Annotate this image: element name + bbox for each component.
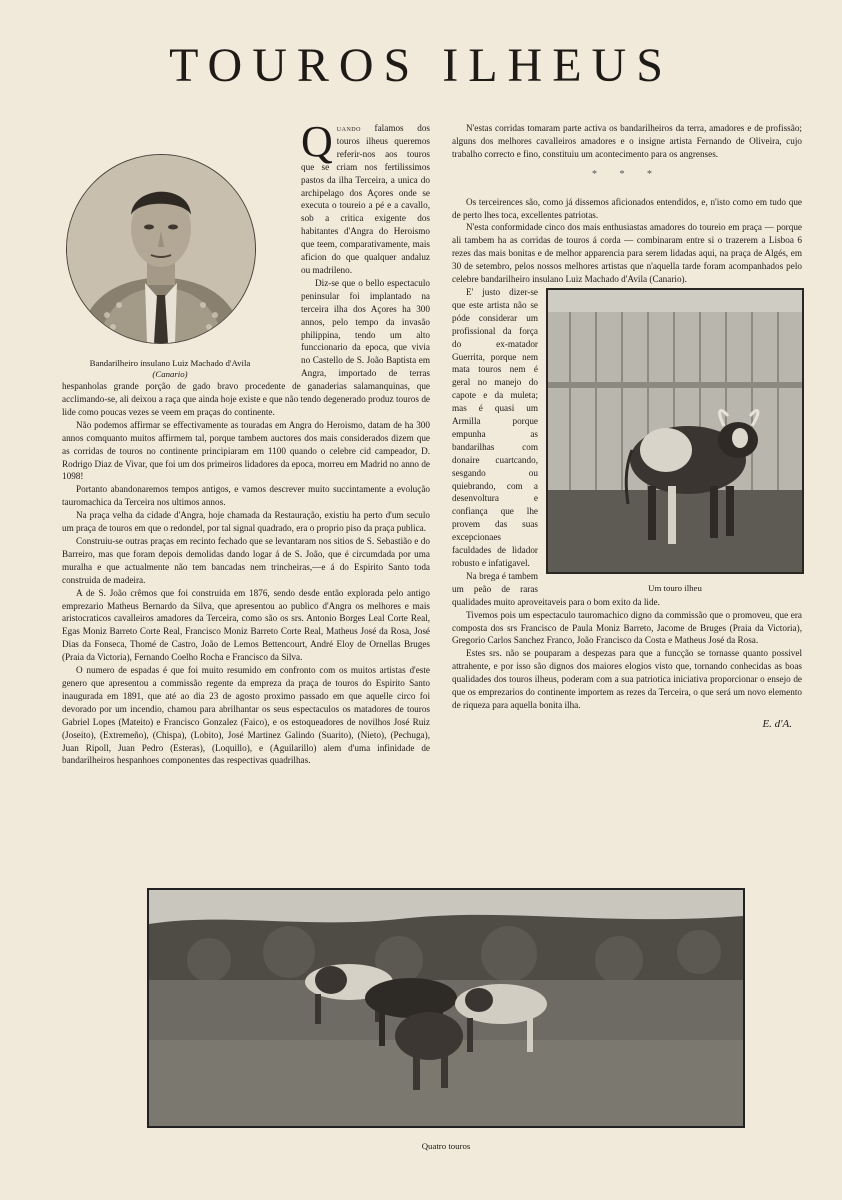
paragraph: Portanto abandonaremos tempos antigos, e vamos descrever muito succintamente a evolução tauromachica da Terceira nos ultimos annos. xyxy=(62,484,430,508)
portrait-caption-nickname: (Canario) xyxy=(152,369,188,379)
portrait-caption xyxy=(60,358,280,380)
portrait-photo xyxy=(66,154,256,344)
bull-photo xyxy=(546,288,804,574)
bull-photo-caption: Um touro ilheu xyxy=(648,582,702,593)
section-separator: * * * xyxy=(592,168,662,180)
bull-figure xyxy=(546,288,804,593)
four-bulls-caption: Quatro touros xyxy=(421,1141,471,1151)
paragraph: O numero de espadas é que foi muito resumido em confronto com os muitos artistas d'este genero que apresentou a commissão regente da empreza da praça de touros do Espirito Santo inaugurada em 1891, que até ao dia 23 de agosto proximo passado em que aquelle circo foi devorado por um incendio, chamou para abrilhantar os seus espectaculos os matadores de touros Gabriel Lopes (Mateito) e Francisco Gonzalez (Faico), e os estoqueadores de novilhos José Ruiz (Joseito), (Extremeño), (Chispa), (Lobito), José Martinez Galindo (Suarito), (Nieto), (Pechuga), Juan Ripoll, Juan Pedro (Esteras), (Loquillo), e (Aguilarillo) alem d'uma infinidade de bandarilheiros hespanhoes componentes das respectivas quadrilhas. xyxy=(62,665,430,766)
portrait-figure xyxy=(60,122,295,377)
page-title: TOUROS ILHEUS xyxy=(169,39,673,92)
left-column xyxy=(62,117,430,767)
paragraph: N'esta conformidade cinco dos mais enthusiastas amadores do toureio em praça — porque ali tambem ha as corridas de touros á corda — combinaram entre si o trazerem a Lisboa 6 rezes das mais bonitas e de melhor apparencia para serem lidadas aqui, na praça de Algés, em 30 de setembro, pelos nossos melhores artistas que n'aquella tarde foram acompanhados pelo celebre bandarilheiro insulano Luiz Machado d'Avila (Canario). xyxy=(452,222,802,285)
paragraph: Tivemos pois um espectaculo tauromachico digno da commissão que o promoveu, que era composta dos srs Francisco de Paula Moniz Barreto, Jacome de Bruges (Praia da Victoria), Gregorio Carlos Sanchez Franco, João Francisco da Costa e Matheus José da Rosa. xyxy=(452,609,802,646)
paragraph: N'estas corridas tomaram parte activa os bandarilheiros da terra, amadores e de profissão; alguns dos melhores cavalleiros amadores e o insigne artista Fernando de Oliveira, cujo trabalho correcto e fino, constituiu um acontecimento para os angrenses. xyxy=(452,123,802,159)
paragraph: Os terceirences são, como já dissemos aficionados entendidos, e, n'isto como em tudo que de perto lhes toca, excellentes patriotas. xyxy=(452,196,802,220)
paragraph: Não podemos affirmar se effectivamente as touradas em Angra do Heroismo, datam de ha 300 annos comquanto muitos affirmem tal, porque tambem auctores dos mais considerados dizem que as corridas de touros no continente principiaram em 1100 quando o celebre cid campeador, D. Rodrigo Diaz de Vivar, que foi um dos primeiros lidadores da epoca, morreu em Madrid no anno de 1098! xyxy=(62,419,430,482)
paragraph: Diz-se que o bello espectaculo peninsular foi implantado na terceira ilha dos Açores ha 300 annos, pelo tempo da invasão philippina, tendo um alto funccionario da epoca, que vivia no Castello de S. João Baptista em Angra, importado de terras hespanholas grande porção de gado bravo procedente de ganaderias salamanquinas, que acclimando-se, ali deixou a raça que ainda hoje existe e que não tendo degenerado produz touros de lide como poucas vezes se veem em praças do continente. xyxy=(62,277,430,417)
paragraph: Estes srs. não se pouparam a despezas para que a funcção se tornasse quanto possivel attrahente, e por isso são dignos dos maiores elogios visto que, tornando conhecidas as boas qualidades dos touros ilheus, poderam com a sua patriotica iniciativa proporcionar o ensejo de que os emprezarios do continente importem as rezes da Terceira, o que será um novo elemento de riqueza para aquella bonita ilha. xyxy=(452,648,802,710)
lead-caps: uando xyxy=(336,123,361,133)
paragraph: A de S. João crêmos que foi construida em 1876, sendo desde então explorada pelo antigo emprezario Matheus Bernardo da Silva, que apresentou ao publico d'Angra os melhores e mais aristocraticos cavalleiros amadores da Terceira, como são os srs. Antonio Borges Leal Corte Real, Egas Moniz Barreto Corte Real, Francisco Moniz Barreto Corte Real, Matheus José da Rosa, José Dias da Fonseca, Thomé de Castro, João de Lemos Bettencourt, André Eloy de Ornellas Bruges (Praia da Victoria), Fernando Coelho Rocha e Francisco da Silva. xyxy=(62,587,430,663)
paragraph: Na praça velha da cidade d'Angra, hoje chamada da Restauração, existiu ha perto d'um seculo um praça de touros em que o redondel, por tal signal quadrado, era o proprio piso da praça publica. xyxy=(62,510,430,534)
paragraph: Na brega é tambem um peão de raras qualidades muito aproveitaveis para o bom exito da lide. xyxy=(452,570,660,607)
author-signature: E. d'A. xyxy=(762,717,792,730)
lead-text: falamos dos touros ilheus queremos referir-nos aos touros que se criam nos fertilissimos pastos da ilha Terceira, a unica do archipelago dos Açores onde se executa o toureio a pé e a cavallo, sob a critica exigente dos habitantes d'Angra do Heroismo que teem, comparativamente, mais aficion do que qualquer andaluz ou madrileno. xyxy=(301,123,430,275)
four-bulls-photo xyxy=(147,888,745,1128)
portrait-caption-name: Bandarilheiro insulano Luiz Machado d'Avila xyxy=(89,358,251,368)
right-column xyxy=(452,122,802,731)
paragraph: E' justo dizer-se que este artista não se póde considerar um profissional da força do ex-matador Guerrita, porque nem mata touros nem é geral no manejo do capote e da muleta; mas é quasi um Armilla porque empunha as bandarilhas com donaire cuartcando, sesgando ou quiebrando, com a desenvoltura e confiança que lhe provem das suas excepcionaes faculdades de lidador robusto e infatigavel. xyxy=(452,286,538,568)
paragraph: Construiu-se outras praças em recinto fechado que se levantaram nos sitios de S. Sebastião e do Barreiro, mas que foram depois demolidas dando logar á de S. João, que é circumdada por uma muralha e que actualmente não tem bancadas nem trincheiras,—e á do Espirito Santo toda construida de madeira. xyxy=(62,536,430,585)
drop-cap: Q xyxy=(301,117,333,166)
